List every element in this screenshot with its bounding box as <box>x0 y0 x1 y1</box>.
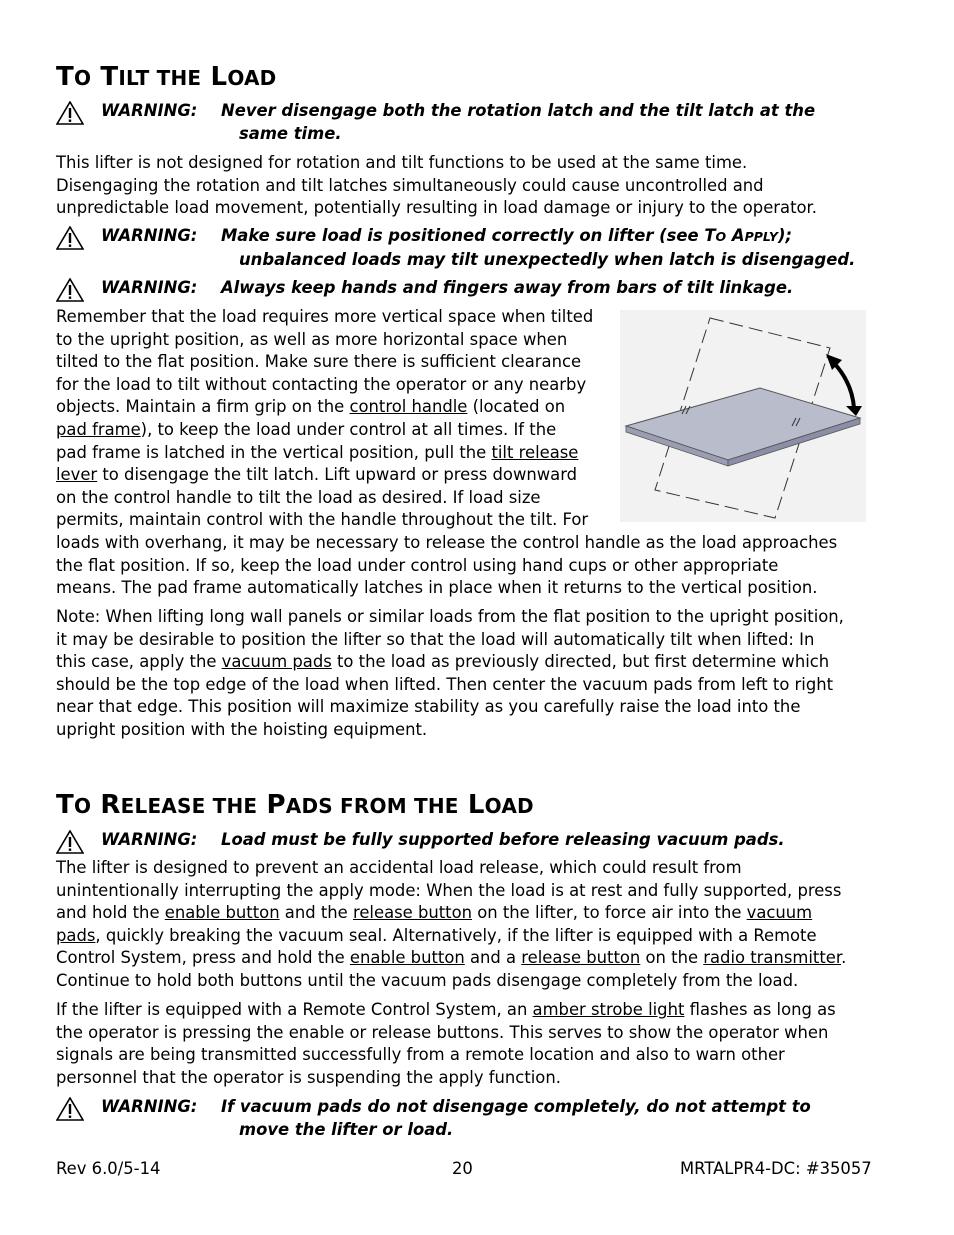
warning-triangle-icon <box>56 830 84 854</box>
warning-block-2 <box>56 225 876 271</box>
warning-label: WARNING: <box>101 101 198 120</box>
term-radio-transmitter: radio transmitter <box>703 948 842 968</box>
warning-label: WARNING: <box>101 1097 198 1116</box>
warning-label: WARNING: <box>101 830 198 849</box>
warning-text: If vacuum pads do not disengage completely, do not attempt to move the lifter or load. <box>221 1097 811 1139</box>
paragraph-release-procedure: The lifter is designed to prevent an accidental load release, which could result from unintentionally interrupting the apply mode: When the load is at rest and fully supported, press and hold the enable button and the release button on the lifter, to force air into the vacuum pads, quickly breaking the vacuum seal. Alternatively, if the lifter is equipped with a Remote Control System, press and hold the enable button and a release button on the radio transmitter. Continue to hold both buttons until the vacuum pads disengage completely from the load. <box>56 858 847 990</box>
warning-text: Make sure load is positioned correctly on lifter (see TO APPLY); unbalanced loads may tilt unexpectedly when latch is disengaged. <box>221 226 856 269</box>
warning-triangle-icon <box>56 101 84 125</box>
term-vacuum: vacuum <box>746 903 813 923</box>
warning-label: WARNING: <box>101 278 198 297</box>
term-pad-frame: pad frame <box>56 419 141 439</box>
warning-block-1 <box>56 100 876 146</box>
term-release-button: release button <box>352 903 473 923</box>
section-heading-tilt: TO TILT THE LOAD <box>56 62 277 92</box>
term-pads: pads <box>56 925 96 945</box>
tilt-load-illustration <box>620 310 866 522</box>
term-release-button: release button <box>521 948 641 968</box>
paragraph-note: Note: When lifting long wall panels or similar loads from the flat position to the upright position, it may be desirable to position the lifter so that the load will automatically tilt when lifted: In this case, apply the vacuum pads to the load as previously directed, but first determine which should be the top edge of the load when lifted. Then center the vacuum pads from left to right near that edge. This position will maximize stability as you carefully raise the load into the upright position with the hoisting equipment. <box>56 607 844 739</box>
warning-triangle-icon <box>56 226 84 250</box>
warning-block-3 <box>56 277 876 301</box>
warning-text: Load must be fully supported before releasing vacuum pads. <box>221 830 785 849</box>
footer-document-id: MRTALPR4-DC: #35057 <box>680 1159 872 1178</box>
warning-block-5 <box>56 1096 876 1142</box>
footer-page-number: 20 <box>452 1159 473 1178</box>
warning-text: Always keep hands and fingers away from bars of tilt linkage. <box>221 278 794 297</box>
paragraph-strobe-light: If the lifter is equipped with a Remote Control System, an amber strobe light flashes as long as the operator is pressing the enable or release buttons. This serves to show the operator when signals are being transmitted successfully from a remote location and also to warn other personnel that the operator is suspending the apply function. <box>56 1000 836 1087</box>
term-lever: lever <box>56 465 98 485</box>
term-enable-button: enable button <box>164 903 280 923</box>
warning-triangle-icon <box>56 1097 84 1121</box>
warning-label: WARNING: <box>101 226 198 245</box>
term-amber-strobe-light: amber strobe light <box>532 1000 685 1019</box>
warning-triangle-icon <box>56 278 84 302</box>
term-vacuum-pads: vacuum pads <box>221 652 332 672</box>
footer-revision: Rev 6.0/5-14 <box>56 1159 161 1178</box>
warning-block-4 <box>56 829 876 853</box>
term-tilt-release: tilt release <box>491 442 579 462</box>
term-control-handle: control handle <box>349 397 468 417</box>
paragraph-rotation-tilt: This lifter is not designed for rotation and tilt functions to be used at the same time. Disengaging the rotation and tilt latches simultaneously could cause uncontrolled and unpredictable load movement, potentially resulting in load damage or injury to the operator. <box>56 153 817 218</box>
warning-text: Never disengage both the rotation latch and the tilt latch at the same time. <box>221 101 816 143</box>
term-enable-button: enable button <box>349 948 465 968</box>
paragraph-tilt-clearance: Remember that the load requires more vertical space when tilted to the upright position, as well as more horizontal space when tilted to the flat position. Make sure there is sufficient clearance for the load to tilt without contacting the operator or any nearby objects. Maintain a firm grip on the control handle (located on pad frame), to keep the load under control at all times. If the pad frame is latched in the vertical position, pull the tilt release lever to disengage the tilt latch. Lift upward or press downward on the control handle to tilt the load as desired. If load size permits, maintain control with the handle throughout the tilt. For loads with overhang, it may be necessary to release the control handle as the load approaches the flat position. If so, keep the load under control using hand cups or other appropriate means. The pad frame automatically latches in place when it returns to the vertical position. <box>56 307 838 598</box>
section-heading-release: TO RELEASE THE PADS FROM THE LOAD <box>56 790 534 820</box>
